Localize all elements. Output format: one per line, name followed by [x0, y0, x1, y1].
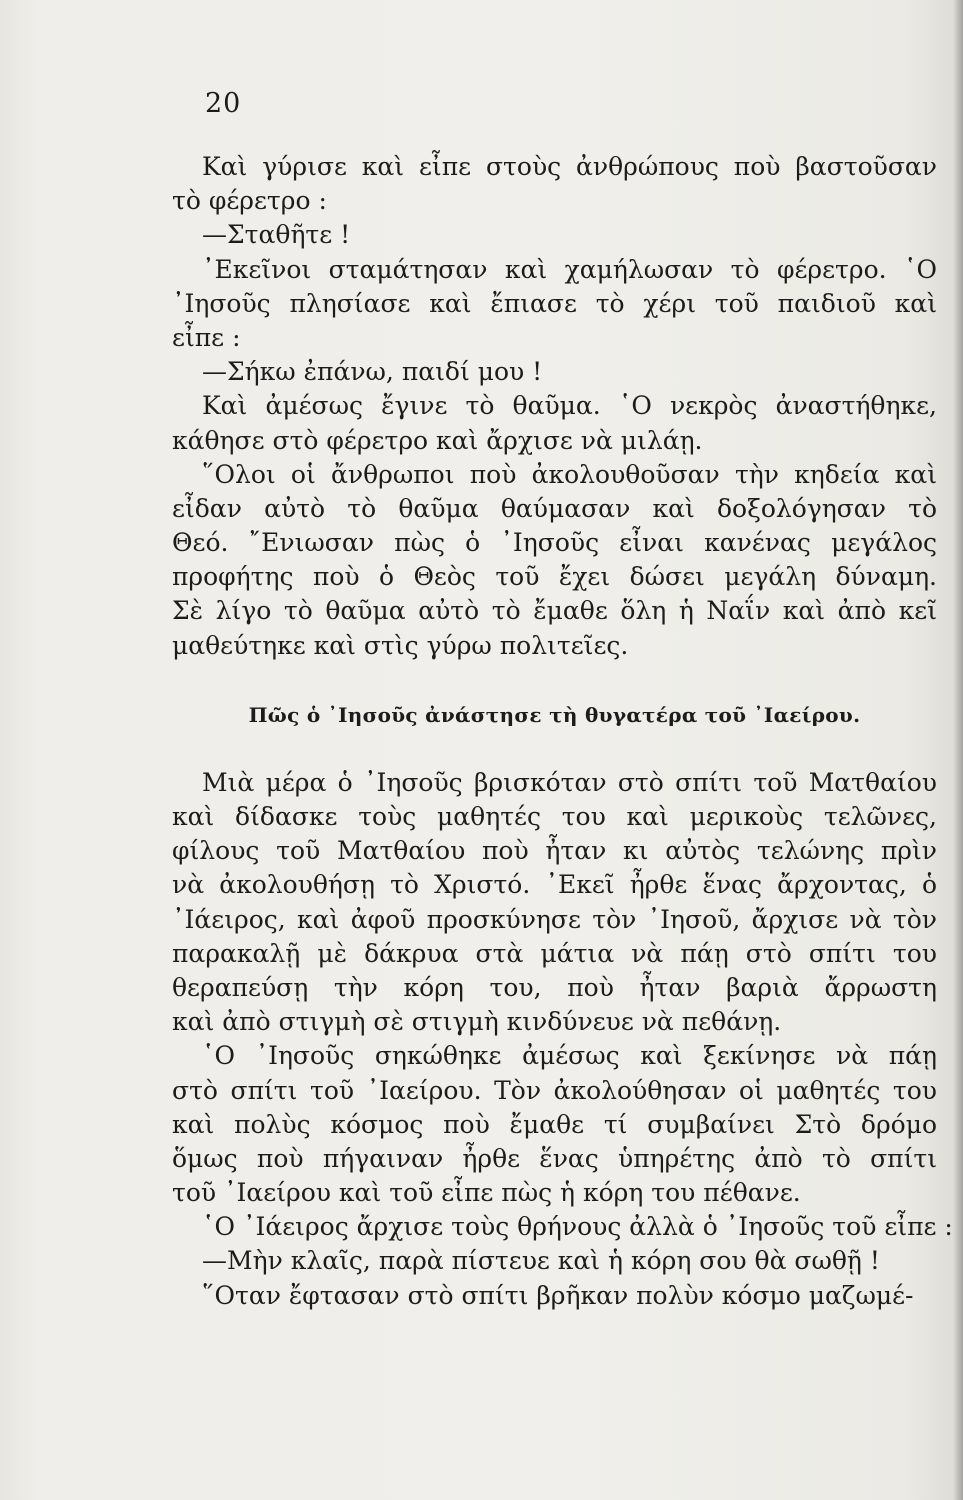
- text-line: θεραπεύσῃ τὴν κόρη του, ποὺ ἦταν βαριὰ ἄρρωστη: [172, 972, 937, 1002]
- bottom-paragraphs: [172, 766, 953, 1313]
- text-line: Μιὰ μέρα ὁ ᾿Ιησοῦς βρισκόταν στὸ σπίτι τοῦ Ματθαίου: [202, 767, 937, 797]
- text-line: —Σταθῆτε !: [202, 220, 351, 250]
- text-line: μαθεύτηκε καὶ στὶς γύρω πολιτεῖες.: [172, 630, 629, 660]
- text-line: καὶ πολὺς κόσμος ποὺ ἔμαθε τί συμβαίνει Στὸ δρόμο: [172, 1109, 937, 1139]
- text-line: τὸ φέρετρο :: [172, 186, 327, 216]
- text-line: Καὶ ἀμέσως ἔγινε τὸ θαῦμα. ῾Ο νεκρὸς ἀναστήθηκε,: [202, 391, 937, 421]
- page-number: 20: [205, 88, 242, 119]
- top-paragraphs: [172, 150, 937, 663]
- text-line: Σὲ λίγο τὸ θαῦμα αὐτὸ τὸ ἔμαθε ὅλη ἡ Ναΐν καὶ ἀπὸ κεῖ: [172, 596, 937, 626]
- text-line: φίλους τοῦ Ματθαίου ποὺ ἦταν κι αὐτὸς τελώνης πρὶν: [172, 836, 937, 866]
- text-line: στὸ σπίτι τοῦ ᾿Ιαείρου. Τὸν ἀκολούθησαν οἱ μαθητές του: [172, 1075, 937, 1105]
- text-line: καὶ δίδασκε τοὺς μαθητές του καὶ μερικοὺς τελῶνες,: [172, 802, 937, 831]
- text-line: παρακαλῇ μὲ δάκρυα στὰ μάτια νὰ πάῃ στὸ σπίτι του: [172, 938, 937, 968]
- text-line: ῞Οταν ἔφτασαν στὸ σπίτι βρῆκαν πολὺν κόσμο μαζωμέ-: [202, 1280, 914, 1310]
- text-line: καὶ ἀπὸ στιγμὴ σὲ στιγμὴ κινδύνευε νὰ πεθάνῃ.: [172, 1007, 782, 1037]
- text-line: νὰ ἀκολουθήσῃ τὸ Χριστό. ᾿Εκεῖ ἦρθε ἕνας ἄρχοντας, ὁ: [172, 870, 937, 900]
- text-line: προφήτης ποὺ ὁ Θεὸς τοῦ ἔχει δώσει μεγάλη δύναμη.: [172, 562, 937, 592]
- body-text: [172, 150, 953, 1313]
- text-line: —Μὴν κλαῖς, παρὰ πίστευε καὶ ἡ κόρη σου θὰ σωθῇ !: [202, 1246, 880, 1276]
- text-line: ᾿Εκεῖνοι σταμάτησαν καὶ χαμήλωσαν τὸ φέρετρο. ῾Ο: [202, 254, 937, 284]
- binding-gutter-shadow: [953, 0, 963, 1500]
- text-line: Θεό. ῎Ενιωσαν πὼς ὁ ᾿Ιησοῦς εἶναι κανένας μεγάλος: [172, 528, 937, 558]
- text-line: ᾿Ιάειρος, καὶ ἀφοῦ προσκύνησε τὸν ᾿Ιησοῦ, ἄρχισε νὰ τὸν: [172, 904, 937, 934]
- text-line: ῾Ο ᾿Ιησοῦς σηκώθηκε ἀμέσως καὶ ξεκίνησε νὰ πάῃ: [202, 1041, 937, 1071]
- text-line: κάθησε στὸ φέρετρο καὶ ἄρχισε νὰ μιλάῃ.: [172, 425, 703, 455]
- text-line: τοῦ ᾿Ιαείρου καὶ τοῦ εἶπε πὼς ἡ κόρη του πέθανε.: [172, 1178, 801, 1208]
- text-line: ᾿Ιησοῦς πλησίασε καὶ ἔπιασε τὸ χέρι τοῦ παιδιοῦ καὶ: [172, 288, 937, 318]
- text-line: εἶδαν αὐτὸ τὸ θαῦμα θαύμασαν καὶ δοξολόγησαν τὸ: [172, 493, 937, 523]
- text-line: ὅμως ποὺ πήγαιναν ἦρθε ἕνας ὑπηρέτης ἀπὸ τὸ σπίτι: [172, 1143, 937, 1173]
- text-line: ῾Ο ᾿Ιάειρος ἄρχισε τοὺς θρήνους ἀλλὰ ὁ ᾿Ιησοῦς τοῦ εἶπε :: [202, 1212, 953, 1242]
- text-line: Καὶ γύρισε καὶ εἶπε στοὺς ἀνθρώπους ποὺ βαστοῦσαν: [202, 152, 937, 181]
- text-line: ῞Ολοι οἱ ἄνθρωποι ποὺ ἀκολουθοῦσαν τὴν κηδεία καὶ: [202, 459, 937, 489]
- section-heading: Πῶς ὁ ᾿Ιησοῦς ἀνάστησε τὴ θυγατέρα τοῦ ᾿Ιαείρου.: [248, 702, 861, 727]
- text-line: —Σήκω ἐπάνω, παιδί μου !: [202, 357, 543, 387]
- text-line: εἶπε :: [172, 322, 241, 352]
